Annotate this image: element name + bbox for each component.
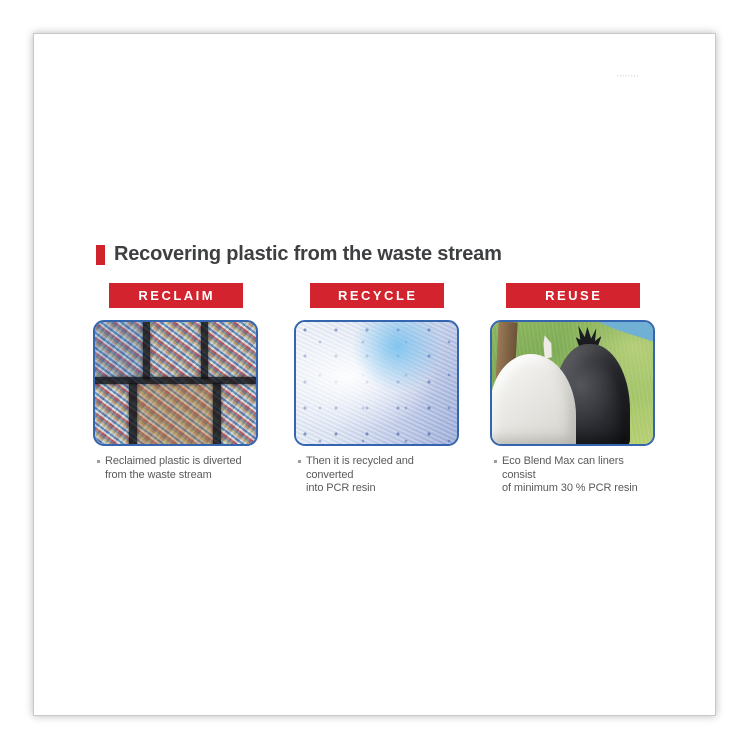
reclaim-column <box>93 283 258 482</box>
caption-line: into PCR resin <box>306 482 376 494</box>
caption-line: Eco Blend Max can liners consist <box>502 455 624 481</box>
section-heading <box>96 243 502 266</box>
reclaim-caption <box>93 455 258 482</box>
water-shoreline <box>598 322 653 342</box>
bale-gap <box>201 322 207 379</box>
recycle-photo-frame <box>294 320 459 446</box>
caption-line: from the waste stream <box>105 468 212 481</box>
caption-bullet-icon <box>494 460 497 463</box>
bale-gap <box>143 322 149 379</box>
reuse-caption <box>490 455 655 496</box>
pcr-resin-pellets-image <box>296 322 457 444</box>
caption-line: Then it is recycled and converted <box>306 455 414 481</box>
reuse-banner: REUSE <box>506 283 640 308</box>
bale-tan-tint <box>137 385 214 444</box>
recycle-column <box>294 283 459 496</box>
bale-gap <box>213 383 221 444</box>
caption-line: Reclaimed plastic is diverted <box>105 455 242 467</box>
caption-line: of minimum 30 % PCR resin <box>502 482 638 494</box>
reuse-photo-frame <box>490 320 655 446</box>
product-info-card <box>33 33 716 716</box>
micro-watermark-text: ▪▪▪▪▪▪▪▪ <box>617 73 640 78</box>
recycle-caption <box>294 455 459 496</box>
caption-bullet-icon <box>298 460 301 463</box>
red-square-bullet-icon <box>96 245 105 265</box>
plastic-bales-image <box>95 322 256 444</box>
reclaim-banner: RECLAIM <box>109 283 243 308</box>
caption-bullet-icon <box>97 460 100 463</box>
recycle-banner: RECYCLE <box>310 283 444 308</box>
reclaim-photo-frame <box>93 320 258 446</box>
page-title: Recovering plastic from the waste stream <box>114 243 502 265</box>
reuse-column <box>490 283 655 496</box>
bale-gap <box>129 383 137 444</box>
bale-blue-tint <box>95 322 143 381</box>
bale-gap <box>95 377 256 384</box>
trash-bags-image <box>492 322 653 444</box>
